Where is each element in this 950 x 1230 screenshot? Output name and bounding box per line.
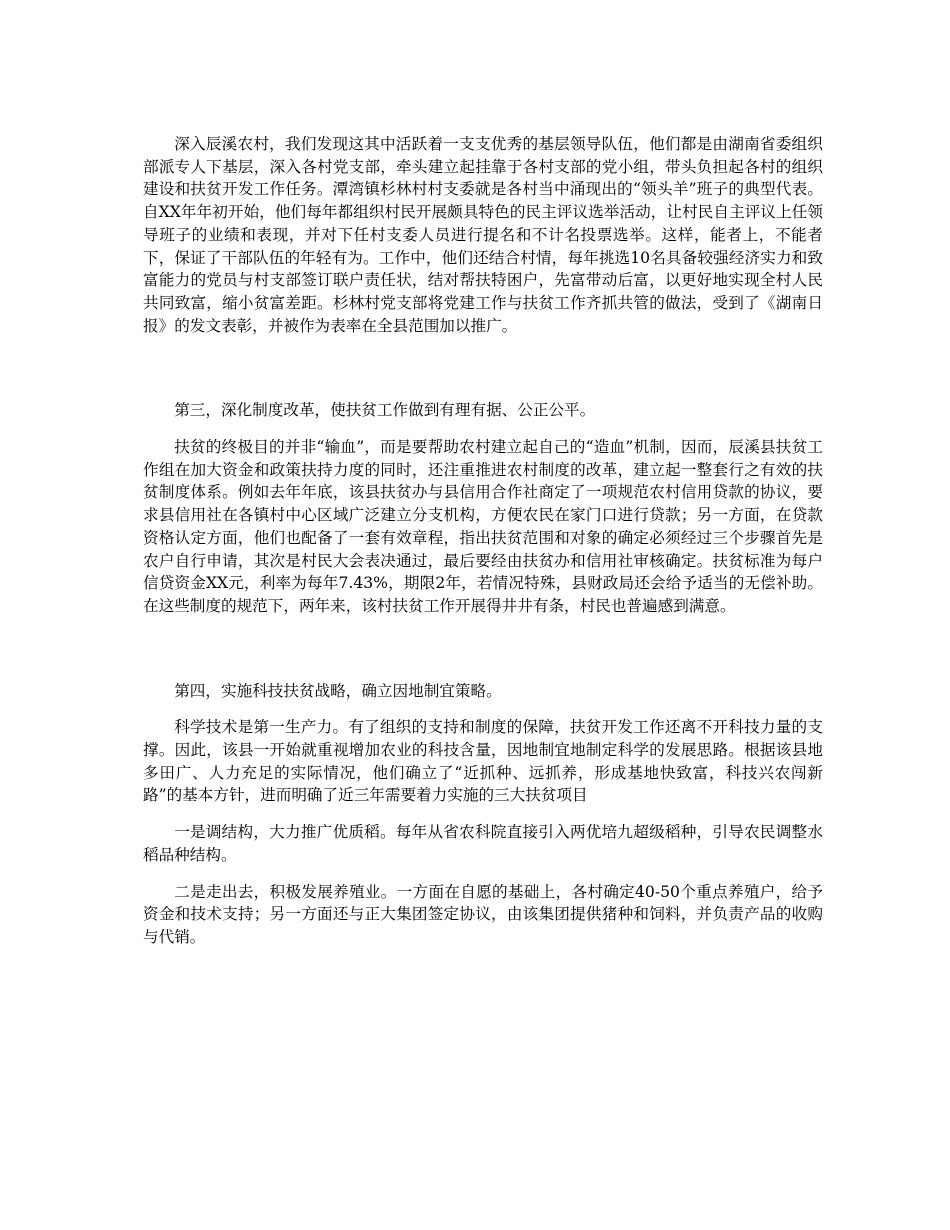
paragraph-institutional-reform: 扶贫的终极目的并非“输血”，而是要帮助农村建立起自己的“造血”机制，因而，辰溪县扶贫工作组在加大资金和政策扶持力度的同时，还注重推进农村制度的改革，建立起一整套行之有效的扶贫制度体系。例如去年年底，该县扶贫办与县信用合作社商定了一项规范农村信用贷款的协议，要求县信用社在各镇村中心区域广泛建立分支机构，方便农民在家门口进行贷款；另一方面，在贷款资格认定方面，他们也配备了一套有效章程，指出扶贫范围和对象的确定必须经过三个步骤首先是农户自行申请，其次是村民大会表决通过，最后要经由扶贫办和信用社审核确定。扶贫标准为每户信贷资金XX元，利率为每年7.43%，期限2年，若情况特殊，县财政局还会给予适当的无偿补助。在这些制度的规范下，两年来，该村扶贫工作开展得井井有条，村民也普遍感到满意。 bbox=[143, 438, 823, 615]
heading-fourth-point: 第四，实施科技扶贫战略，确立因地制宜策略。 bbox=[174, 681, 502, 700]
paragraph-spacer bbox=[143, 867, 823, 881]
paragraph-spacer bbox=[143, 702, 823, 716]
paragraph-village-leadership: 深入辰溪农村，我们发现这其中活跃着一支支优秀的基层领导队伍，他们都是由湖南省委组织部派专人下基层，深入各村党支部，牵头建立起挂靠于各村支部的党小组，带头负担起各村的组织建设和扶贫开发工作任务。潭湾镇杉林村村支委就是各村当中涌现出的“领头羊”班子的典型代表。自XX年年初开始，他们每年都组织村民开展颇具特色的民主评议选举活动，让村民自主评议上任领导班子的业绩和表现，并对下任村支委人员进行提名和不计名投票选举。这样，能者上，不能者下，保证了干部队伍的年轻有为。工作中，他们还结合村情，每年挑选10名具备较强经济实力和致富能力的党员与村支部签订联户责任状，结对帮扶特困户，先富带动后富，以更好地实现全村人民共同致富，缩小贫富差距。杉林村党支部将党建工作与扶贫工作齐抓共管的做法，受到了《湖南日报》的发文表彰，并被作为表率在全县范围加以推广。 bbox=[143, 135, 823, 335]
heading-third-point: 第三，深化制度改革，使扶贫工作做到有理有据、公正公平。 bbox=[174, 401, 596, 420]
paragraph-rice-structure: 一是调结构，大力推广优质稻。每年从省农科院直接引入两优培九超级稻种，引导农民调整水稻品种结构。 bbox=[143, 823, 823, 864]
paragraph-technology-strategy: 科学技术是第一生产力。有了组织的支持和制度的保障，扶贫开发工作还离不开科技力量的支撑。因此，该县一开始就重视增加农业的科技含量，因地制宜地制定科学的发展思路。根据该县地多田广、人力充足的实际情况，他们确立了“近抓种、远抓养，形成基地快致富，科技兴农闯新路”的基本方针，进而明确了近三年需要着力实施的三大扶贫项目 bbox=[143, 718, 823, 805]
document-body bbox=[143, 133, 823, 949]
paragraph-spacer bbox=[143, 422, 823, 436]
paragraph-spacer bbox=[143, 337, 823, 399]
paragraph-spacer bbox=[143, 807, 823, 821]
paragraph-livestock: 二是走出去，积极发展养殖业。一方面在自愿的基础上，各村确定40-50个重点养殖户，给予资金和技术支持；另一方面还与正大集团签定协议，由该集团提供猪种和饲料，并负责产品的收购与代销。 bbox=[143, 882, 823, 946]
paragraph-spacer bbox=[143, 618, 823, 680]
